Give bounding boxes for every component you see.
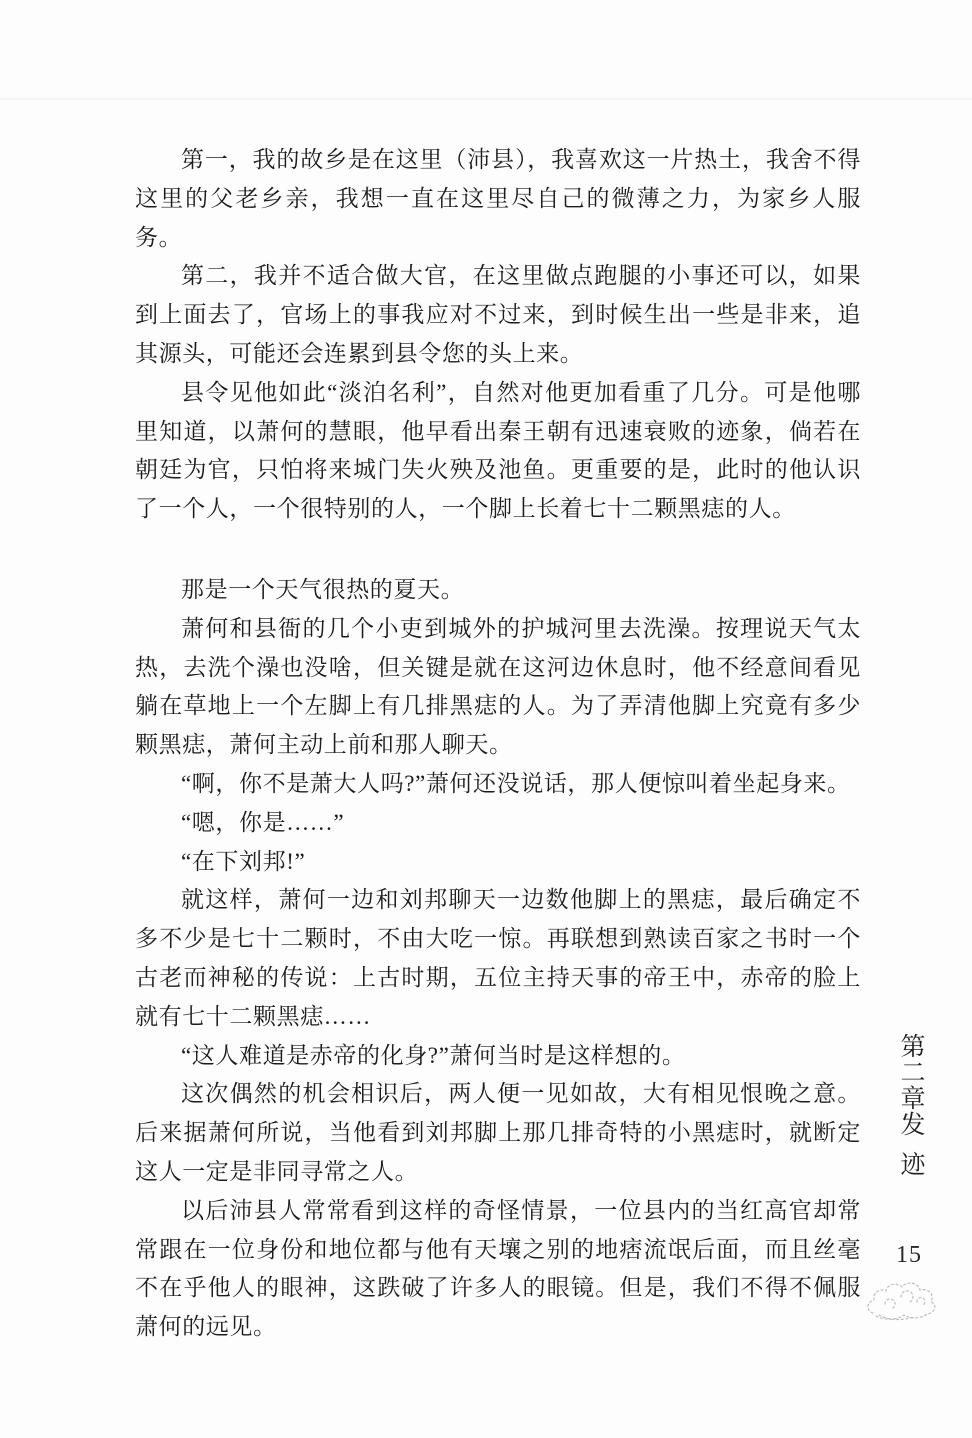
- chapter-number: 第二章: [897, 1033, 924, 1111]
- chapter-title: 发迹: [897, 1111, 924, 1191]
- paragraph: “这人难道是赤帝的化身?”萧何当时是这样想的。: [181, 1042, 686, 1068]
- paragraph: 第二，我并不适合做大官，在这里做点跑腿的小事还可以，如果到上面去了，官场上的事我应对不过来，到时候生出一些是非来，追其源头，可能还会连累到县令您的头上来。: [135, 263, 861, 366]
- paragraph: “嗯，你是……”: [181, 809, 345, 835]
- running-chapter-header: [895, 1033, 925, 1191]
- paragraph: 县令见他如此“淡泊名利”，自然对他更加看重了几分。可是他哪里知道，以萧何的慧眼，他早看出秦王朝有迅速衰败的迹象，倘若在朝廷为官，只怕将来城门失火殃及池鱼。更重要的是，此时的他认识了一个人，一个很特别的人，一个脚上长着七十二颗黑痣的人。: [135, 379, 861, 522]
- section-two: [135, 571, 861, 1347]
- paragraph: 就这样，萧何一边和刘邦聊天一边数他脚上的黑痣，最后确定不多不少是七十二颗时，不由大吃一惊。再联想到熟读百家之书时一个古老而神秘的传说：上古时期，五位主持天事的帝王中，赤帝的脸上就有七十二颗黑痣……: [135, 887, 861, 1029]
- paragraph: 那是一个天气很热的夏天。: [181, 576, 465, 602]
- paragraph: 第一，我的故乡是在这里（沛县），我喜欢这一片热土，我舍不得这里的父老乡亲，我想一直在这里尽自己的微薄之力，为家乡人服务。: [135, 147, 861, 250]
- page-number: 15: [896, 1242, 922, 1268]
- section-one: [135, 141, 861, 529]
- paragraph: 这次偶然的机会相识后，两人便一见如故，大有相见恨晚之意。后来据萧何所说，当他看到刘邦脚上那几排奇特的小黑痣时，就断定这人一定是非同寻常之人。: [135, 1081, 861, 1184]
- paragraph: “啊，你不是萧大人吗?”萧何还没说话，那人便惊叫着坐起身来。: [181, 770, 851, 796]
- paragraph: 以后沛县人常常看到这样的奇怪情景，一位县内的当红高官却常常跟在一位身份和地位都与他有天壤之别的地痞流氓后面，而且丝毫不在乎他人的眼神，这跌破了许多人的眼镜。但是，我们不得不佩服萧何的远见。: [135, 1197, 861, 1340]
- section-break: [135, 529, 861, 571]
- paragraph: “在下刘邦!”: [181, 848, 306, 874]
- scan-artifact-line: [0, 98, 972, 100]
- paragraph: 萧何和县衙的几个小吏到城外的护城河里去洗澡。按理说天气太热，去洗个澡也没啥，但关键是就在这河边休息时，他不经意间看见躺在草地上一个左脚上有几排黑痣的人。为了弄清他脚上究竟有多少颗黑痣，萧何主动上前和那人聊天。: [135, 615, 861, 758]
- text-column: [135, 141, 861, 1347]
- cloud-ornament-icon: [860, 1274, 944, 1330]
